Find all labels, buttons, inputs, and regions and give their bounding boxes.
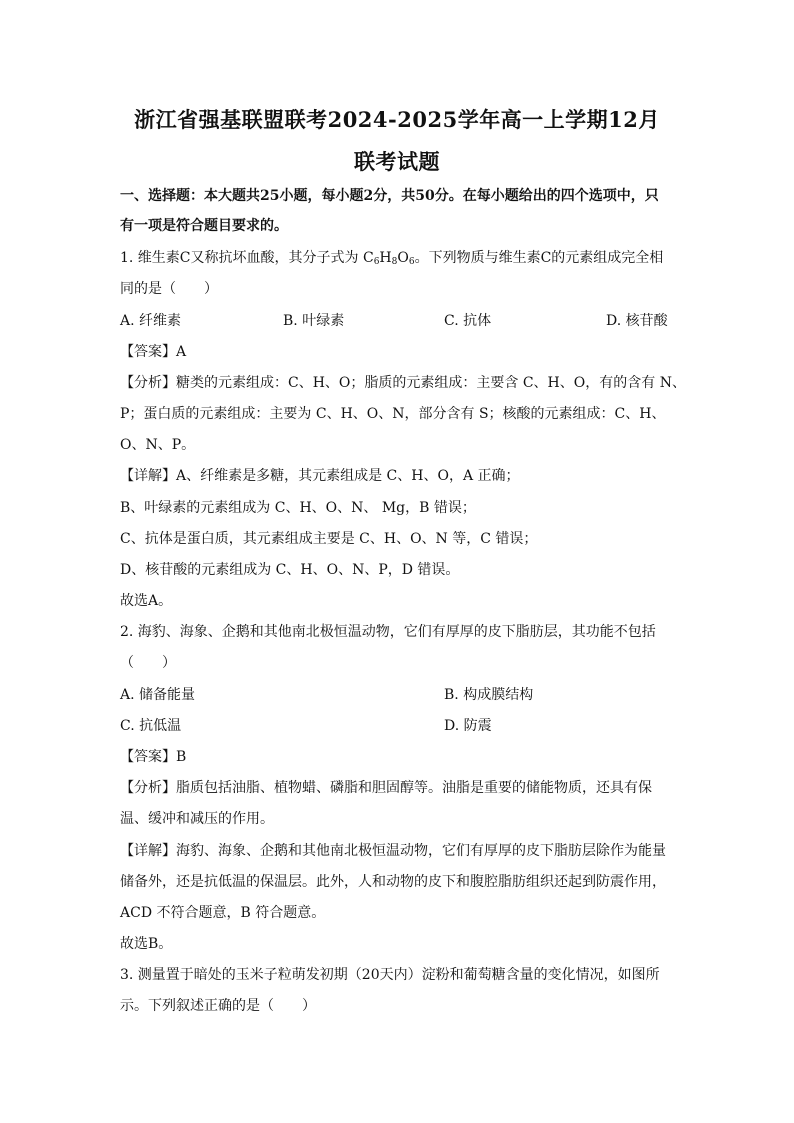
q1-analysis-3: O、N、P。 [120, 437, 196, 453]
q2-option-b: B. 构成膜结构 [444, 687, 534, 703]
q2-option-a: A. 储备能量 [120, 687, 196, 703]
q1-answer: 【答案】A [120, 344, 187, 360]
q1-option-b: B. 叶绿素 [283, 313, 345, 329]
q2-stem-cont: （ ） [120, 655, 176, 671]
q1-options [120, 311, 680, 331]
q2-options-row1 [120, 685, 680, 705]
doc-title-line1: 浙江省强基联盟联考2024-2025学年高一上学期12月 [134, 107, 660, 132]
q2-stem: 2. 海豹、海象、企鹅和其他南北极恒温动物，它们有厚厚的皮下脂肪层，其功能不包括 [120, 624, 656, 640]
section-heading-cont: 有一项是符合题目要求的。 [120, 218, 288, 234]
q3-stem-cont: 示。下列叙述正确的是（ ） [120, 998, 316, 1014]
q3-stem: 3. 测量置于暗处的玉米子粒萌发初期（20天内）淀粉和葡萄糖含量的变化情况，如图所 [120, 967, 660, 983]
q1-option-d: D. 核苷酸 [606, 313, 668, 329]
q1-detail-3: C、抗体是蛋白质，其元素组成主要是 C、H、O、N 等，C 错误； [120, 531, 538, 547]
q1-option-a: A. 纤维素 [120, 313, 182, 329]
q2-detail-3: ACD 不符合题意，B 符合题意。 [120, 905, 326, 921]
q1-stem: 1. 维生素C又称抗坏血酸，其分子式为 $C_6H_8O_6$。下列物质与维生素C的元素组成完全相 [120, 250, 664, 267]
q1-analysis-1: 【分析】糖类的元素组成：C、H、O；脂质的元素组成：主要含 C、H、O，有的含有 N、 [120, 375, 686, 391]
q2-conclusion: 故选B。 [120, 936, 173, 952]
q1-detail-2: B、叶绿素的元素组成为 C、H、O、N、 Mg，B 错误； [120, 500, 476, 516]
q2-detail-1: 【详解】海豹、海象、企鹅和其他南北极恒温动物，它们有厚厚的皮下脂肪层除作为能量 [120, 843, 666, 859]
q1-conclusion: 故选A。 [120, 593, 173, 609]
q2-answer: 【答案】B [120, 749, 187, 765]
doc-title-line2: 联考试题 [354, 149, 440, 174]
q1-detail-4: D、核苷酸的元素组成为 C、H、O、N、P，D 错误。 [120, 562, 460, 578]
q1-analysis-2: P；蛋白质的元素组成：主要为 C、H、O、N，部分含有 S；核酸的元素组成：C、H、 [120, 406, 666, 422]
q2-option-c: C. 抗低温 [120, 718, 182, 734]
q2-analysis-2: 温、缓冲和减压的作用。 [120, 811, 274, 827]
q2-options-row2 [120, 716, 680, 736]
q2-option-d: D. 防震 [444, 718, 492, 734]
q1-detail-1: 【详解】A、纤维素是多糖，其元素组成是 C、H、O，A 正确； [120, 468, 520, 484]
q1-option-c: C. 抗体 [444, 313, 492, 329]
q2-detail-2: 储备外，还是抗低温的保温层。此外，人和动物的皮下和腹腔脂肪组织还起到防震作用， [120, 874, 666, 890]
q2-analysis-1: 【分析】脂质包括油脂、植物蜡、磷脂和胆固醇等。油脂是重要的储能物质，还具有保 [120, 780, 652, 796]
q1-stem-cont: 同的是（ ） [120, 281, 218, 297]
section-heading: 一、选择题：本大题共25小题，每小题2分，共50分。在每小题给出的四个选项中，只 [120, 188, 659, 204]
